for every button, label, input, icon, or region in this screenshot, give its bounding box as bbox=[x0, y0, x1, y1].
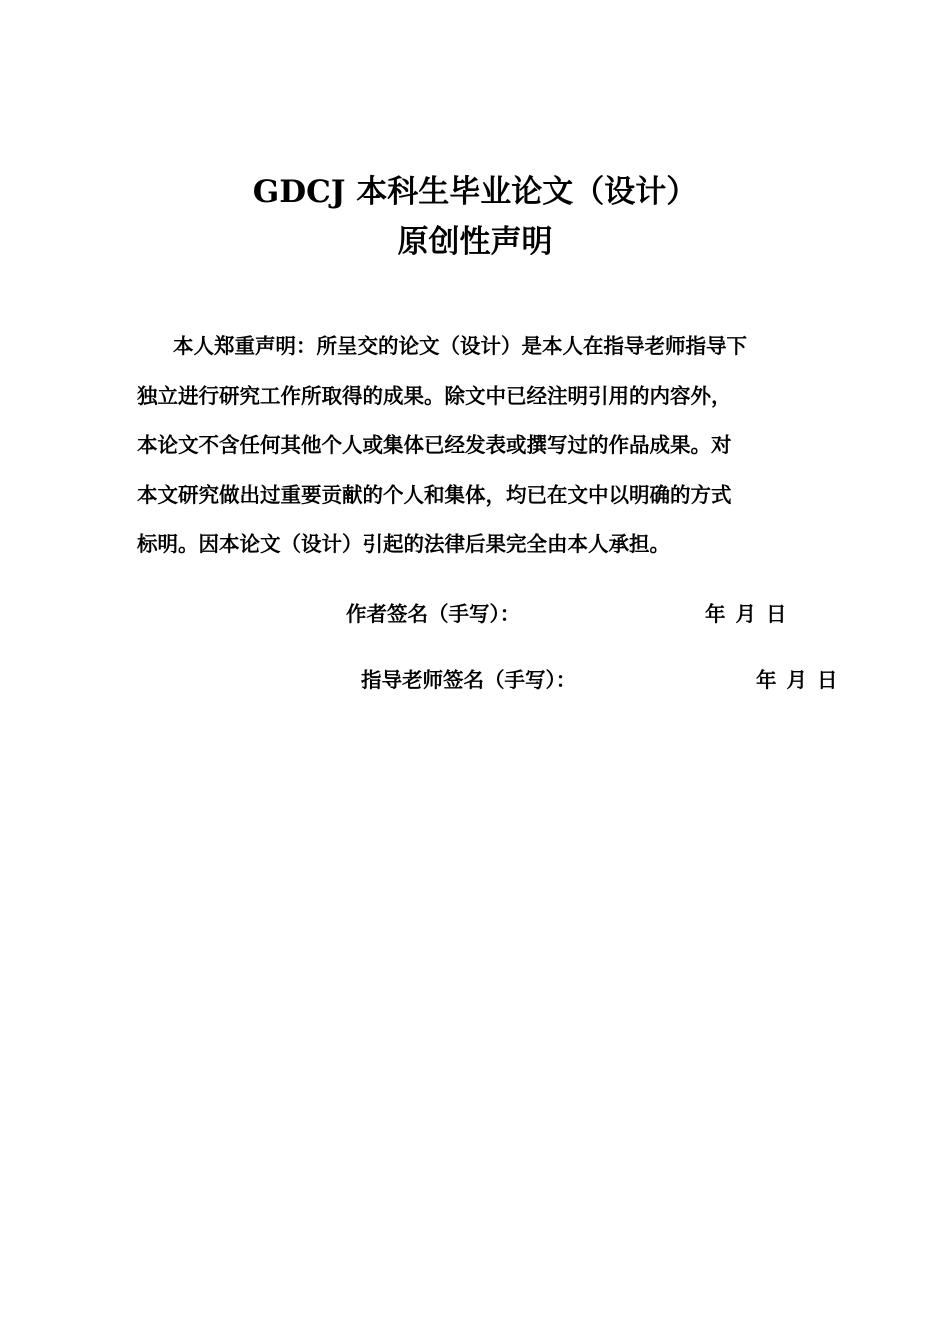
advisor-signature-date bbox=[756, 665, 838, 695]
declaration-line: 标明。因本论文（设计）引起的法律后果完全由本人承担。 bbox=[137, 532, 670, 556]
date-month-label: 月 bbox=[735, 602, 756, 626]
author-signature-label: 作者签名（手写）： bbox=[346, 602, 521, 626]
declaration-paragraph bbox=[137, 322, 847, 570]
author-signature-date bbox=[705, 599, 787, 629]
declaration-line: 本文研究做出过重要贡献的个人和集体，均已在文中以明确的方式 bbox=[137, 482, 732, 507]
advisor-signature-label: 指导老师签名（手写）： bbox=[361, 668, 577, 692]
date-month-label: 月 bbox=[786, 668, 807, 692]
date-year-label: 年 bbox=[705, 602, 726, 626]
date-day-label: 日 bbox=[817, 668, 838, 692]
document-subtitle: 原创性声明 bbox=[397, 224, 553, 260]
declaration-line: 独立进行研究工作所取得的成果。除文中已经注明引用的内容外， bbox=[137, 383, 732, 408]
document-title: GDCJ 本科生毕业论文（设计） bbox=[252, 174, 698, 210]
date-day-label: 日 bbox=[766, 602, 787, 626]
declaration-line: 本人郑重声明：所呈交的论文（设计）是本人在指导老师指导下 bbox=[173, 334, 747, 358]
declaration-line: 本论文不含任何其他个人或集体已经发表或撰写过的作品成果。对 bbox=[137, 433, 732, 457]
date-year-label: 年 bbox=[756, 668, 777, 692]
